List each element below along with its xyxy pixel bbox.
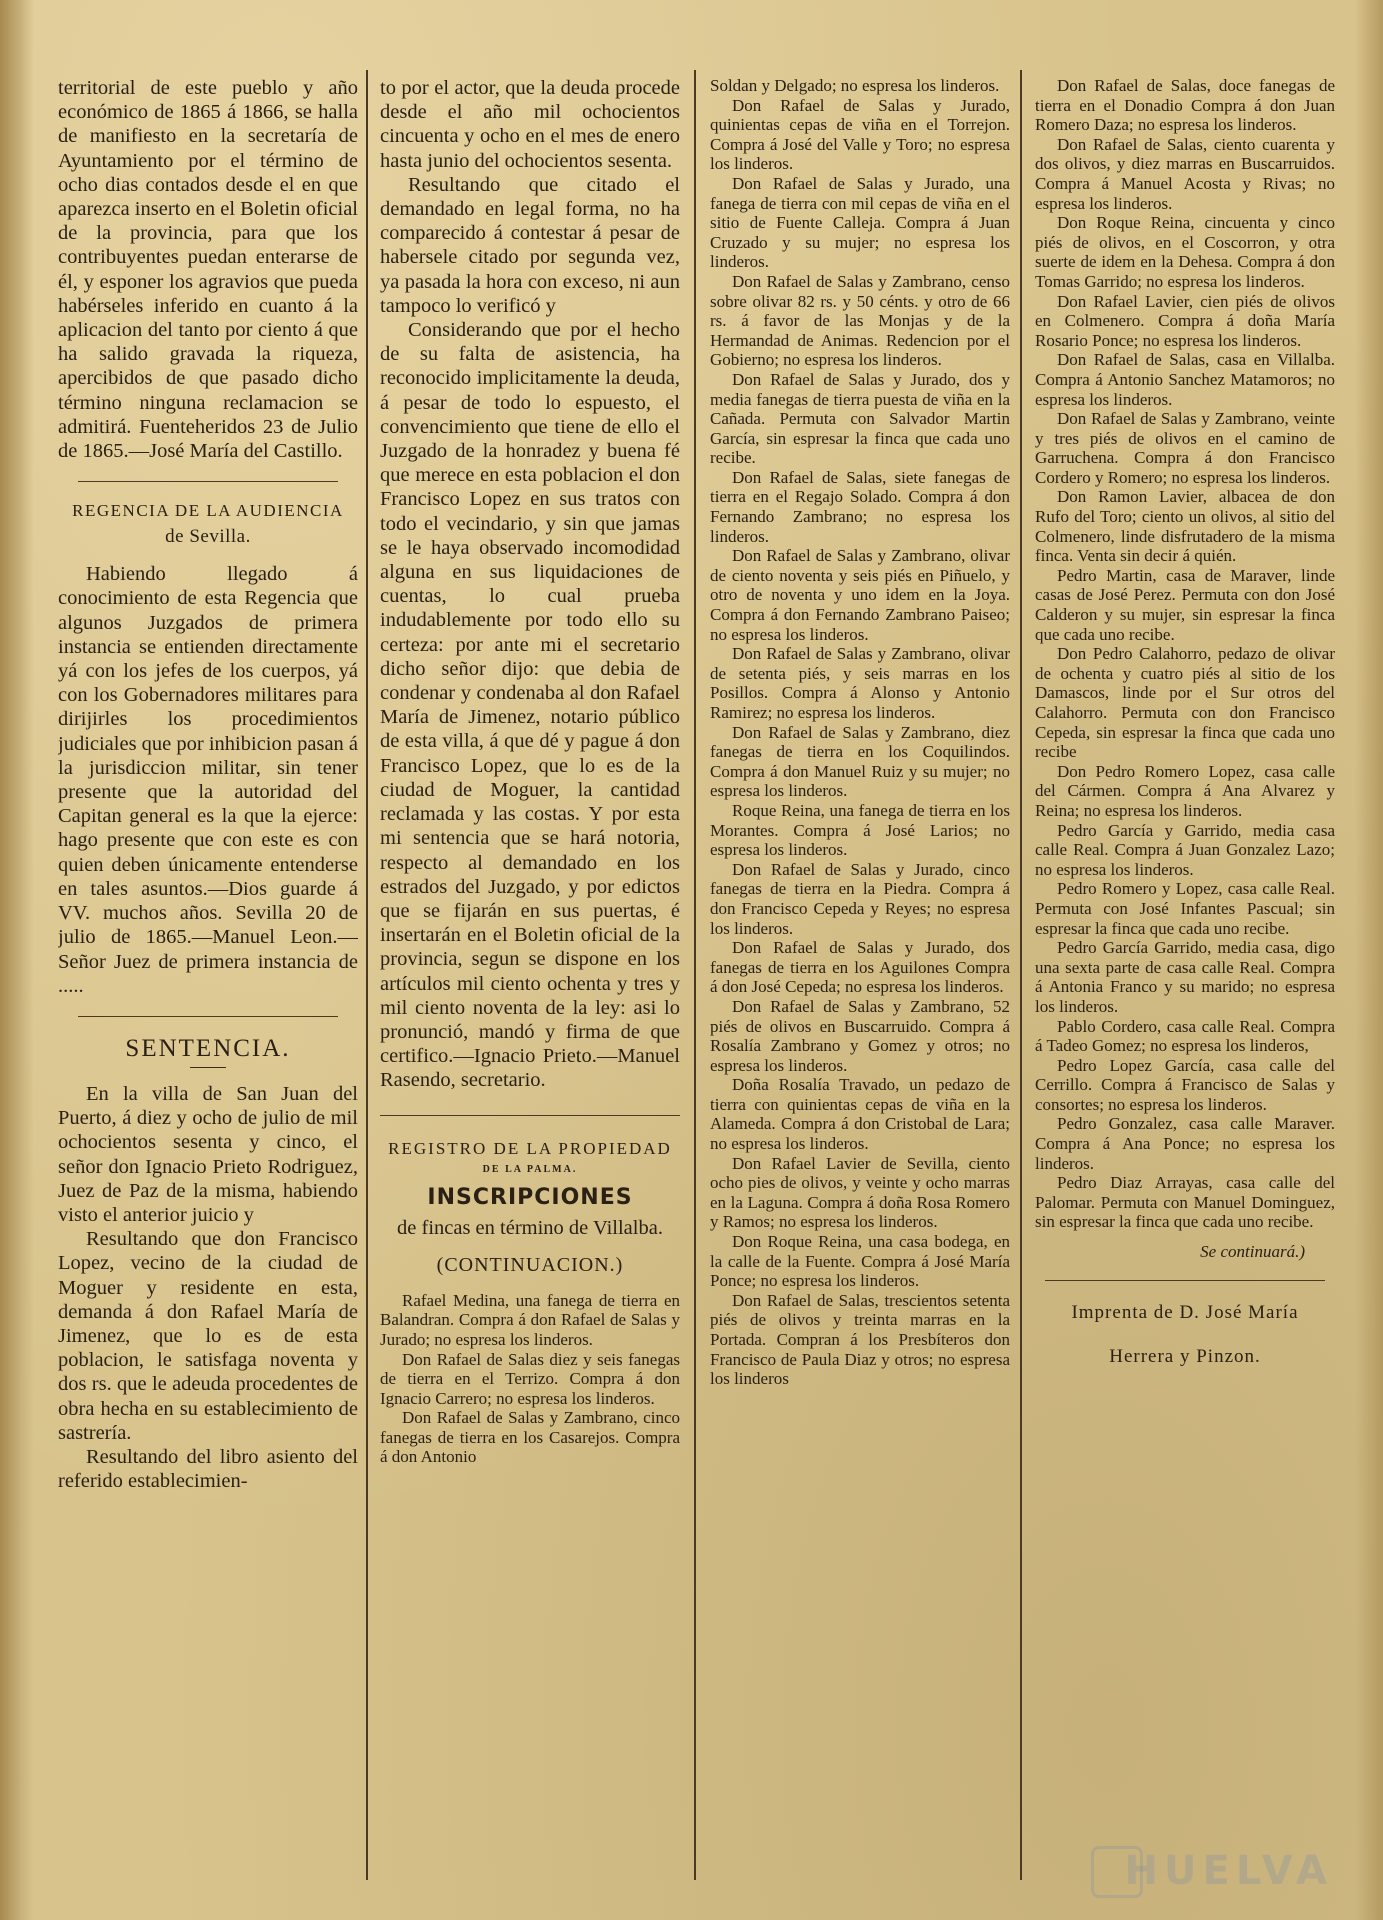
column-2: [380, 76, 680, 1890]
list-item: Don Roque Reina, cincuenta y cinco piés de olivos, en el Coscorron, y otra suerte de idem en la Dehesa. Compra á don Tomas Garrido; no espresa los linderos.: [1035, 213, 1335, 291]
registro-subheading: DE LA PALMA.: [482, 1163, 578, 1175]
list-item: Don Rafael de Salas, ciento cuarenta y dos olivos, y diez marras en Buscarruidos. Compra á Manuel Acosta y Rivas; no espresa los linderos.: [1035, 134, 1335, 213]
list-item: Doña Rosalía Travado, un pedazo de tierra con quinientas cepas de viña en la Alameda. Compra á don Cristobal de Lara; no espresa los linderos.: [710, 1075, 1010, 1154]
section-divider: [78, 1016, 338, 1017]
list-item: Don Rafael de Salas y Zambrano, olivar de ciento noventa y seis piés en Piñuelo, y otro de noventa y uno idem en la Joya. Compra á don Fernando Zambrano Paiseo; no espresa los linderos.: [710, 546, 1010, 644]
list-item: Don Rafael de Salas y Jurado, dos y media fanegas de tierra puesta de viña en la Cañada. Permuta con Salvador Martin García, sin espresar la finca que cada uno recibe.: [710, 369, 1010, 468]
column-4: [1035, 76, 1335, 1890]
list-item: Don Pedro Romero Lopez, casa calle del Cármen. Compra á Ana Alvarez y Reina; no espresa los linderos.: [1035, 761, 1335, 820]
list-item: Don Rafael de Salas y Zambrano, veinte y tres piés de olivos en el camino de Garruchena. Compra á don Francisco Cordero y Romero; no espresa los linderos.: [1035, 409, 1335, 487]
list-item: Pablo Cordero, casa calle Real. Compra á Tadeo Gomez; no espresa los linderos,: [1035, 1016, 1335, 1056]
list-item: Roque Reina, una fanega de tierra en los Morantes. Compra á José Larios; no espresa los linderos.: [710, 800, 1010, 860]
list-item: Don Rafael de Salas y Jurado, dos fanegas de tierra en los Aguilones Compra á don José Cepeda; no espresa los linderos.: [710, 938, 1010, 997]
list-item: Don Rafael de Salas, casa en Villalba. Compra á Antonio Sanchez Matamoros; no espresa los linderos.: [1035, 350, 1335, 409]
list-item: Don Rafael Lavier, cien piés de olivos en Colmenero. Compra á doña María Rosario Ponce; no espresa los linderos.: [1035, 291, 1335, 350]
list-item: Don Rafael de Salas y Jurado, una fanega de tierra con mil cepas de viña en el sitio de Fuente Calleja. Compra á Juan Cruzado y su mujer; no espresa los linderos.: [710, 173, 1010, 272]
column-3: [710, 76, 1010, 1890]
sentencia-heading: SENTENCIA.: [125, 1034, 291, 1062]
page-edge-right: [1355, 0, 1383, 1920]
paragraph-regencia: Habiendo llegado á conocimiento de esta Regencia que algunos Juzgados de primera instancia se entienden directamente yá con los jefes de los cuerpos, yá con los Gobernadores militares para dirijirles los procedimientos judiciales que por inhibicion pasan á la jurisdiccion militar, sin tener presente que la autoridad del Capitan general es la que la ejerce: hago presente que con este es con quien deben únicamente entenderse en tales asuntos.—Dios guarde á VV. muchos años. Sevilla 20 de julio de 1865.—Manuel Leon.—Señor Juez de primera instancia de .....: [58, 563, 358, 997]
inscripciones-heading: INSCRIPCIONES: [427, 1184, 633, 1210]
list-item: Pedro Gonzalez, casa calle Maraver. Compra á Ana Ponce; no espresa los linderos.: [1035, 1114, 1335, 1173]
list-item: Don Rafael de Salas y Zambrano, censo sobre olivar 82 rs. y 50 cénts. y otro de 66 rs. á favor de las Monjas y de la Hermandad de Animas. Redencion por el Gobierno; no espresa los linderos.: [710, 271, 1010, 370]
list-item: Don Pedro Calahorro, pedazo de olivar de ochenta y cuatro piés al sitio de los Damascos, linde por el Sur otros del Calahorro. Permuta con don Francisco Cepeda, sin espresar la finca que cada uno recibe: [1035, 644, 1335, 762]
list-item: Pedro Lopez García, casa calle del Cerrillo. Compra á Francisco de Salas y consortes; no espresa los linderos.: [1035, 1055, 1335, 1114]
short-rule: [190, 1067, 226, 1068]
paragraph-considerando: Considerando que por el hecho de su falta de asistencia, ha reconocido implicitamente la deuda, á pesar de todo lo espuesto, el convencimiento que tiene de ello el Juzgado de la honradez y buena fé que merece en esta poblacion el don Francisco Lopez en sus tratos con todo el vecindario, y sin que jamas se le haya observado incomodidad alguna en sus liquidaciones de cuentas, lo cual prueba indudablemente por todo ello su certeza: por ante mi el secretario dicho señor dijo: que debia de condenar y condenaba al don Rafael María de Jimenez, notario público de esta villa, á que dé y pague á don Francisco Lopez, que lo es de la ciudad de Moguer, la cantidad reclamada y las costas. Y por esta mi sentencia que se hará notoria, respecto al demandado en los estrados del Juzgado, y por edictos que se fijarán en sus puertas, é insertarán en el Boletin oficial de la provincia, segun se dispone en los artículos mil ciento ochenta y tres y mil ciento noventa de la ley: asi lo pronunció, mandó y firma de que certifico.—Ignacio Prieto.—Manuel Rasendo, secretario.: [380, 319, 680, 1092]
page-edge-left: [0, 0, 34, 1920]
paragraph-continuation: to por el actor, que la deuda procede desde el año mil ochocientos cincuenta y ocho en el mes de enero hasta junio del ochocientos sesenta.: [380, 77, 680, 172]
imprenta-line: Herrera y Pinzon.: [1109, 1346, 1261, 1368]
regencia-heading: REGENCIA DE LA AUDIENCIA: [72, 501, 344, 521]
section-divider: [1045, 1280, 1325, 1281]
regencia-subheading: de Sevilla.: [165, 526, 251, 548]
list-item: Don Roque Reina, una casa bodega, en la calle de la Fuente. Compra á José María Ponce; no espresa los linderos.: [710, 1232, 1010, 1291]
column-rule: [694, 70, 696, 1880]
list-item: Don Rafael Lavier de Sevilla, ciento ocho pies de olivos, y veinte y ocho marras en la Laguna. Compra á doña Rosa Romero y Ramos; no espresa los linderos.: [710, 1153, 1010, 1232]
list-item: Don Rafael de Salas y Jurado, quinientas cepas de viña en el Torrejon. Compra á José del Valle y Toro; no espresa los linderos.: [710, 95, 1010, 174]
paragraph-sentencia: En la villa de San Juan del Puerto, á diez y ocho de julio de mil ochocientos sesenta y cinco, el señor don Ignacio Prieto Rodriguez, Juez de Paz de la misma, habiendo visto el anterior juicio y: [58, 1082, 358, 1226]
watermark: HUELVA: [1124, 1848, 1333, 1894]
list-item: Don Rafael de Salas, trescientos setenta piés de olivos y treinta marras en la Portada. Compran á los Presbíteros don Francisco de Paula Diaz y otros; no espresa los linderos: [710, 1290, 1010, 1389]
paragraph-intro: territorial de este pueblo y año económico de 1865 á 1866, se halla de manifiesto en la secretaría de Ayuntamiento por el término de ocho dias contados desde el en que aparezca inserto en el Boletin oficial de la provincia, para que los contribuyentes puedan enterarse de él, y esponer los agravios que pueda habérseles inferido en cuanto á la aplicacion del tanto por ciento á que ha salido gravada la riqueza, apercibidos de que pasado dicho término ninguna reclamacion se admitirá. Fuenteheridos 23 de Julio de 1865.—José María del Castillo.: [58, 77, 358, 463]
column-1: [58, 76, 358, 1890]
column-rule: [1020, 70, 1022, 1880]
list-item: Pedro García Garrido, media casa, digo una sexta parte de casa calle Real. Compra á Antonia Franco y su marido; no espresa los linderos.: [1035, 938, 1335, 1016]
list-item: Don Ramon Lavier, albacea de don Rufo del Toro; ciento un olivos, al sitio del Colmenero, linde disfrutadero de la misma finca. Venta sin decir á quién.: [1035, 487, 1335, 566]
paragraph-sentencia: Resultando del libro asiento del referido establecimien-: [58, 1445, 358, 1493]
list-item: Don Rafael de Salas y Zambrano, olivar de setenta piés, y seis marras en los Posillos. Compra á Alonso y Antonio Ramirez; no espresa los linderos.: [710, 644, 1010, 722]
list-item: Rafael Medina, una fanega de tierra en Balandran. Compra á don Rafael de Salas y Jurado; no espresa los linderos.: [380, 1290, 680, 1349]
list-item: Don Rafael de Salas y Zambrano, cinco fanegas de tierra en los Casarejos. Compra á don Antonio: [380, 1408, 680, 1467]
list-item: Don Rafael de Salas y Zambrano, 52 piés de olivos en Buscarruido. Compra á Rosalía Zambrano y Gomez y otros; no espresa los linderos.: [710, 996, 1010, 1075]
paragraph-sentencia: Resultando que don Francisco Lopez, vecino de la ciudad de Moguer y residente en esta, demanda á don Rafael María de Jimenez, que lo es de esta poblacion, le satisfaga noventa y dos rs. que le adeuda procedentes de obra hecha en su establecimiento de sastrería.: [58, 1228, 358, 1444]
list-item: Pedro Romero y Lopez, casa calle Real. Permuta con José Infantes Pascual; sin espresar la finca que cada uno recibe.: [1035, 879, 1335, 938]
list-item: Pedro Martin, casa de Maraver, linde casas de José Perez. Permuta con don José Calderon y su mujer, sin espresar la finca que cada uno recibe.: [1035, 565, 1335, 644]
list-item: Pedro García y Garrido, media casa calle Real. Compra á Juan Gonzalez Lazo; no espresa los linderos.: [1035, 820, 1335, 879]
imprenta-line: Imprenta de D. José María: [1071, 1302, 1299, 1324]
list-item: Don Rafael de Salas, doce fanegas de tierra en el Donadio Compra á don Juan Romero Daza; no espresa los linderos.: [1035, 76, 1335, 135]
registro-heading: REGISTRO DE LA PROPIEDAD: [388, 1138, 672, 1158]
list-item: Pedro Diaz Arrayas, casa calle del Palomar. Permuta con Manuel Dominguez, sin espresar la finca que cada uno recibe.: [1035, 1173, 1335, 1232]
list-item: Don Rafael de Salas, siete fanegas de tierra en el Regajo Solado. Compra á don Fernando Zambrano; no espresa los linderos.: [710, 467, 1010, 546]
inscripciones-subheading: de fincas en término de Villalba.: [397, 1216, 663, 1239]
continuara-note: Se continuará.): [1200, 1242, 1305, 1262]
paragraph-resultando: Resultando que citado el demandado en legal forma, no ha comparecido á contestar á pesar de habersele citado por segunda vez, ya pasada la hora con exceso, ni aun tampoco lo verificó y: [380, 173, 680, 317]
list-item: Don Rafael de Salas diez y seis fanegas de tierra en el Terrizo. Compra á don Ignacio Carrero; no espresa los linderos.: [380, 1349, 680, 1408]
column-rule: [366, 70, 368, 1880]
list-item: Soldan y Delgado; no espresa los linderos.: [710, 76, 1000, 95]
list-item: Don Rafael de Salas y Zambrano, diez fanegas de tierra en los Coquilindos. Compra á don Manuel Ruiz y su mujer; no espresa los linderos.: [710, 722, 1010, 801]
continuacion-label: (CONTINUACION.): [436, 1253, 624, 1276]
list-item: Don Rafael de Salas y Jurado, cinco fanegas de tierra en la Piedra. Compra á don Francisco Cepeda y Reyes; no espresa los linderos.: [710, 859, 1010, 938]
section-divider: [380, 1115, 680, 1116]
section-divider: [78, 481, 338, 482]
